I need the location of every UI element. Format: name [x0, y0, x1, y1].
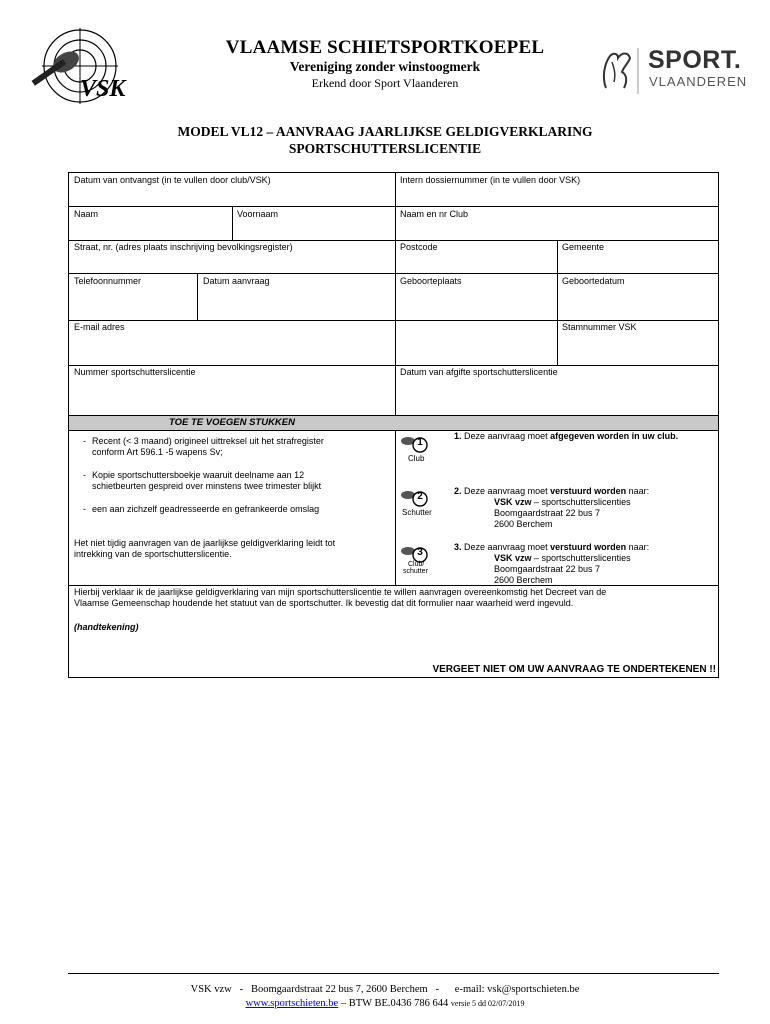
dossier-number-label: Intern dossiernummer (in te vullen door VSK)	[400, 175, 581, 185]
form-title-line1: MODEL VL12 – AANVRAAG JAARLIJKSE GELDIGVERKLARING	[177, 124, 593, 139]
step-2-after: naar:	[628, 486, 650, 496]
first-name-label: Voornaam	[237, 209, 279, 219]
member-number-label: Stamnummer VSK	[562, 322, 637, 332]
step-3-bold: verstuurd worden	[550, 542, 627, 552]
attachment-item-2-line1: Kopie sportschuttersboekje waaruit deelname aan 12	[92, 470, 305, 480]
step-3-text: Deze aanvraag moet	[464, 542, 548, 552]
request-date-label: Datum aanvraag	[203, 276, 270, 286]
license-warning	[74, 538, 392, 560]
bullet: -	[83, 504, 86, 514]
form-title	[0, 123, 770, 157]
club-shooter-badge-label-1: Club/	[408, 561, 425, 568]
signature-reminder: VERGEET NIET OM UW AANVRAAG TE ONDERTEKENEN !!	[432, 664, 716, 675]
sport-vlaanderen-logo	[598, 44, 748, 100]
declaration-line2: Vlaamse Gemeenschap houdende het statuut van de sportschutter. Ik bevestig dat dit formulier naar waarheid werd ingevuld.	[74, 598, 574, 608]
name-field[interactable]	[69, 207, 232, 240]
form-title-line2: SPORTSCHUTTERSLICENTIE	[288, 141, 482, 156]
received-date-label: Datum van ontvangst (in te vullen door club/VSK)	[74, 175, 271, 185]
first-name-field[interactable]	[233, 207, 395, 240]
birthplace-field[interactable]	[396, 274, 557, 320]
shooter-badge-number: 2	[417, 491, 423, 502]
organization-title: VLAAMSE SCHIETSPORTKOEPEL	[225, 37, 545, 58]
attachment-item-1	[83, 436, 393, 458]
organization-subtitle: Vereniging zonder winstoogmerk	[289, 59, 481, 74]
recognition-text: Erkend door Sport Vlaanderen	[311, 76, 459, 90]
phone-field[interactable]	[69, 274, 197, 320]
email-field[interactable]	[69, 321, 557, 365]
club-shooter-badge-label-2: schutter	[403, 568, 428, 575]
footer-btw: – BTW BE.0436 786 644	[340, 998, 449, 1009]
step-2-org: VSK vzw	[494, 497, 532, 507]
step-3-street: Boomgaardstraat 22 bus 7	[494, 564, 601, 574]
step-2-street: Boomgaardstraat 22 bus 7	[494, 508, 601, 518]
club-label: Naam en nr Club	[400, 209, 469, 219]
issue-date-field[interactable]	[396, 366, 718, 415]
club-badge-icon	[400, 434, 430, 464]
birthplace-label: Geboorteplaats	[400, 276, 462, 286]
step-1	[454, 431, 716, 442]
club-badge-number: 1	[417, 437, 423, 448]
shooter-badge-label: Schutter	[402, 508, 432, 517]
club-shooter-badge-icon	[400, 544, 430, 574]
attachment-item-1-line2: conform Art 596.1 -5 wapens Sv;	[92, 447, 223, 457]
bullet: -	[83, 470, 86, 480]
footer-address: VSK vzw - Boomgaardstraat 22 bus 7, 2600 Berchem - e-mail: vsk@sportschieten.be	[190, 984, 580, 995]
step-2-org-rest: – sportschutterslicenties	[534, 497, 631, 507]
footer-version: versie 5 dd 02/07/2019	[450, 999, 525, 1008]
vlaanderen-logo-word: VLAANDEREN	[649, 74, 748, 89]
signature-label: (handtekening)	[74, 622, 139, 632]
step-3-after: naar:	[628, 542, 650, 552]
step-3-org-rest: – sportschutterslicenties	[534, 553, 631, 563]
dossier-number-field[interactable]	[396, 173, 718, 206]
received-date-field[interactable]	[69, 173, 395, 206]
birthdate-field[interactable]	[558, 274, 718, 320]
step-3	[454, 542, 716, 586]
phone-label: Telefoonnummer	[74, 276, 142, 286]
license-number-label: Nummer sportschutterslicentie	[74, 367, 196, 377]
club-badge-label: Club	[408, 454, 425, 463]
request-date-field[interactable]	[198, 274, 395, 320]
vsk-logo-text: VSK	[80, 76, 126, 102]
website-link[interactable]: www.sportschieten.be	[245, 998, 339, 1009]
attachment-item-1-line1: Recent (< 3 maand) origineel uittreksel uit het strafregister	[92, 436, 324, 446]
issue-date-label: Datum van afgifte sportschutterslicentie	[400, 367, 558, 377]
footer-divider	[68, 973, 719, 974]
license-warning-line1: Het niet tijdig aanvragen van de jaarlijkse geldigverklaring leidt tot	[74, 538, 336, 548]
email-label: E-mail adres	[74, 322, 125, 332]
step-1-text: Deze aanvraag moet	[464, 431, 548, 441]
name-label: Naam	[74, 209, 99, 219]
step-2-city: 2600 Berchem	[494, 519, 553, 529]
club-shooter-badge-number: 3	[417, 547, 423, 558]
step-1-number: 1.	[454, 431, 462, 441]
street-label: Straat, nr. (adres plaats inschrijving bevolkingsregister)	[74, 242, 293, 252]
birthdate-label: Geboortedatum	[562, 276, 625, 286]
step-3-org: VSK vzw	[494, 553, 532, 563]
municipality-label: Gemeente	[562, 242, 605, 252]
step-2	[454, 486, 716, 530]
club-field[interactable]	[396, 207, 718, 240]
signature-field[interactable]	[69, 616, 718, 662]
step-3-city: 2600 Berchem	[494, 575, 553, 585]
street-field[interactable]	[69, 241, 395, 273]
postcode-label: Postcode	[400, 242, 438, 252]
declaration-line1: Hierbij verklaar ik de jaarlijkse geldigverklaring van mijn sportschutterslicentie te willen aanvragen overeenkomstig het Decreet van de	[74, 587, 607, 597]
bullet: -	[83, 436, 86, 446]
step-1-bold: afgegeven worden in uw club.	[550, 431, 679, 441]
step-3-number: 3.	[454, 542, 462, 552]
footer	[0, 983, 770, 1011]
step-2-bold: verstuurd worden	[550, 486, 627, 496]
step-2-number: 2.	[454, 486, 462, 496]
license-number-field[interactable]	[69, 366, 395, 415]
shooter-badge-icon	[400, 488, 430, 518]
postcode-field[interactable]	[396, 241, 557, 273]
member-number-field[interactable]	[558, 321, 718, 365]
step-2-text: Deze aanvraag moet	[464, 486, 548, 496]
attachment-item-3	[83, 504, 393, 515]
license-warning-line2: intrekking van de sportschutterslicentie.	[74, 549, 232, 559]
attachment-item-3-text: een aan zichzelf geadresseerde en gefrankeerde omslag	[92, 504, 320, 514]
attachments-heading: TOE TE VOEGEN STUKKEN	[169, 417, 295, 428]
declaration-text	[74, 587, 716, 609]
attachment-item-2	[83, 470, 393, 492]
attachment-item-2-line2: schietbeurten gespreid over minstens twee trimester blijkt	[92, 481, 322, 491]
municipality-field[interactable]	[558, 241, 718, 273]
sport-logo-word: SPORT.	[648, 46, 742, 74]
